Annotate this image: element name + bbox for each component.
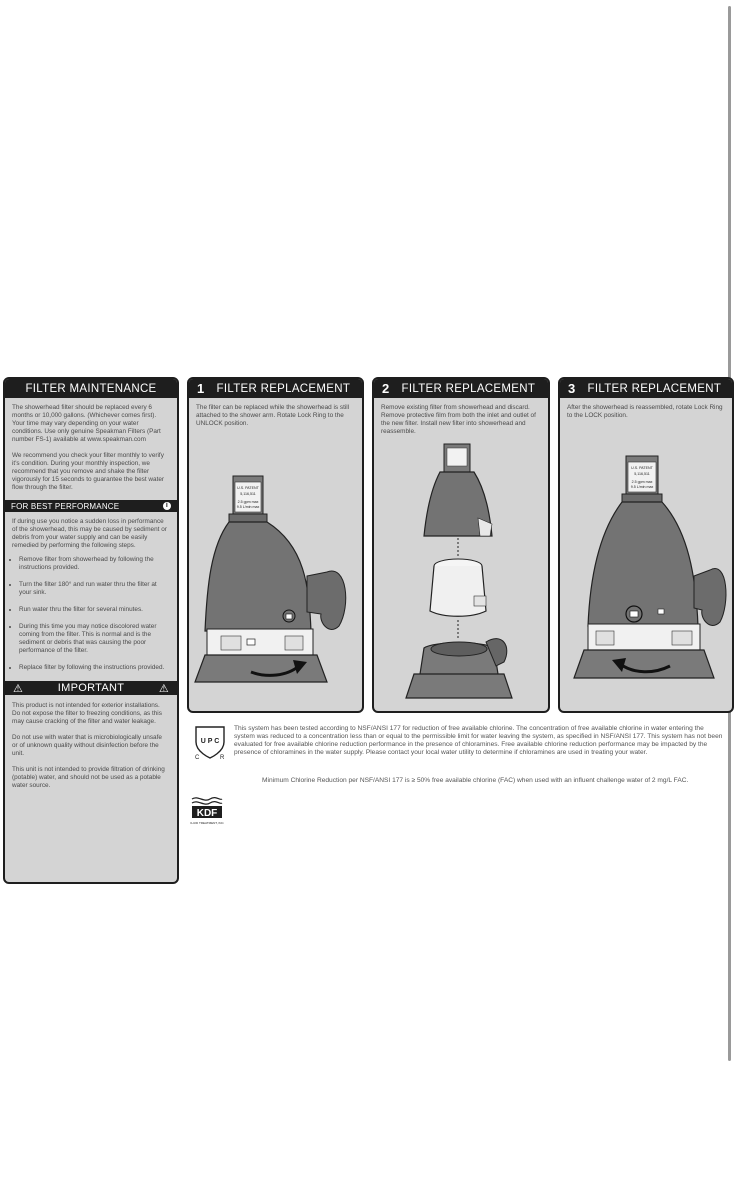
best-performance-list xyxy=(5,556,177,672)
step-2-panel xyxy=(372,377,550,713)
patent-label: U.S. PATENT xyxy=(631,466,653,470)
step-3-header xyxy=(560,379,732,398)
best-performance-intro-text: If during use you notice a sudden loss in performance of the showerhead, this may be caused by sediment or debris from your water supply and can be easily remedied by performing the following steps. xyxy=(12,518,167,549)
important-title: IMPORTANT xyxy=(57,682,125,694)
warning-icon: ⚠ xyxy=(13,682,24,695)
filter-maintenance-panel xyxy=(3,377,179,884)
info-icon: i xyxy=(163,502,171,510)
list-item: • Remove filter from showerhead by following the instructions provided. xyxy=(19,556,169,572)
important-text xyxy=(5,695,177,790)
step-1-panel xyxy=(187,377,364,713)
filter-maintenance-header xyxy=(5,379,177,398)
step-3-number: 3 xyxy=(568,381,576,396)
step-1-text: The filter can be replaced while the showerhead is still attached to the shower arm. Rotate Lock Ring to the UNLOCK position. xyxy=(196,404,350,427)
list-item: • Turn the filter 180° and run water thru the filter at your sink. xyxy=(19,581,169,597)
showerhead-lock-illustration xyxy=(560,446,732,711)
list-item: • Run water thru the filter for several minutes. xyxy=(19,606,169,614)
list-item: • Replace filter by following the instructions provided. xyxy=(19,664,169,672)
step-1-header xyxy=(189,379,362,398)
list-item: • During this time you may notice discolored water coming from the filter. This is normal and is the sediment or debris that was causing the poor performance of the filter. xyxy=(19,623,169,655)
step-3-text: After the showerhead is reassembled, rotate Lock Ring to the LOCK position. xyxy=(567,404,723,419)
maintenance-para-1: The showerhead filter should be replaced every 6 months or 10,000 gallons. (Whichever comes first). Your time may vary depending on your water conditions. Use only genuine Speakman Filters (Part number FS-1) available at www.speakman.com xyxy=(12,404,161,443)
step-1-number: 1 xyxy=(197,381,205,396)
chlorine-reduction-text: Minimum Chlorine Reduction per NSF/ANSI 177 is ≥ 50% free available chlorine (FAC) when used with an influent challenge water of 2 mg/L FAC. xyxy=(262,777,689,784)
kdf-subtitle: FLUID TREATMENT, INC. xyxy=(190,821,224,825)
filter-swap-illustration xyxy=(374,436,548,711)
important-para-2: Do not use with water that is microbiologically unsafe or of unknown quality without disinfection before the unit. xyxy=(12,734,162,757)
flow-lpm-label: 9.5 L/min max xyxy=(630,485,654,489)
maintenance-text xyxy=(5,398,177,492)
step-2-number: 2 xyxy=(382,381,390,396)
best-performance-intro xyxy=(5,512,177,550)
kdf-letters: KDF xyxy=(196,808,218,819)
best-performance-title: FOR BEST PERFORMANCE xyxy=(11,501,120,511)
warning-icon: ⚠ xyxy=(158,682,169,695)
important-para-3: This unit is not intended to provide filtration of drinking (potable) water, and should not be used as a potable water source. xyxy=(12,766,165,789)
step-3-title: FILTER REPLACEMENT xyxy=(587,382,722,395)
important-header xyxy=(5,681,177,695)
maintenance-para-2: We recommend you check your filter monthly to verify it's condition. During your monthly inspection, we recommend that you remove and shake the filter vigorously for 15 seconds to guarantee the best water flow through the filter. xyxy=(12,452,165,491)
step-2-header xyxy=(374,379,548,398)
step-3-panel xyxy=(558,377,734,713)
upc-r-mark: R xyxy=(220,755,225,760)
upc-certification-logo xyxy=(193,724,227,760)
certification-text: This system has been tested according to NSF/ANSI 177 for reduction of free available chlorine. The concentration of free available chlorine in water entering the system was reduced to a concentration less than or equal to the permissible limit for water leaving the system, as specified in NSF/ANSI 177. This system has not been evaluated for free available chlorine reduction performance in the presence of chloramines. Free available chlorine reduction performance may be impacted by the presence of chloramines in the water supply. Please contact your local water utility to determine if chloramines are used in treating your water. xyxy=(234,725,723,756)
showerhead-unlock-illustration xyxy=(189,446,362,711)
patent-number-label: 5,116,511 xyxy=(240,492,256,496)
kdf-logo xyxy=(190,795,224,827)
filter-maintenance-title: FILTER MAINTENANCE xyxy=(25,382,157,395)
important-para-1: This product is not intended for exterior installations. Do not expose the filter to freezing conditions, as this may cause cracking of the filter and water leakage. xyxy=(12,702,162,725)
step-1-title: FILTER REPLACEMENT xyxy=(216,382,351,395)
flow-gpm-label: 2.5 gpm max xyxy=(237,500,259,504)
flow-gpm-label: 2.5 gpm max xyxy=(631,480,653,484)
step-2-title: FILTER REPLACEMENT xyxy=(401,382,536,395)
step-2-text: Remove existing filter from showerhead and discard. Remove protective film from both the inlet and outlet of the new filter. Install new filter into showerhead and reassemble. xyxy=(381,404,536,435)
patent-label: U.S. PATENT xyxy=(237,486,259,490)
upc-letters: U P C xyxy=(200,738,220,745)
upc-c-mark: C xyxy=(195,755,200,760)
flow-lpm-label: 9.5 L/min max xyxy=(236,505,260,509)
patent-number-label: 5,116,511 xyxy=(634,472,650,476)
best-performance-header xyxy=(5,500,177,512)
